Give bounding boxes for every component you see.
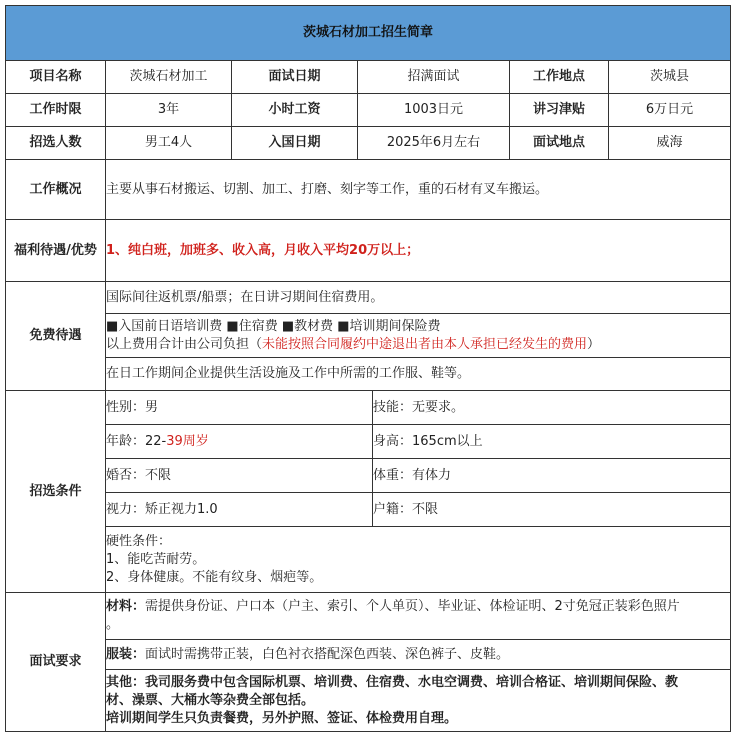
cond-skill: 技能：无要求。 bbox=[373, 391, 731, 425]
interview-materials-key: 材料： bbox=[106, 599, 146, 614]
interview-other-1: 其他：我司服务费中包含国际机票、培训费、住宿费、水电空调费、培训合格证、培训期间保险、教 bbox=[106, 674, 679, 690]
free-line-3 bbox=[106, 336, 730, 354]
free-cost-cell bbox=[106, 314, 731, 358]
label-benefits: 福利待遇/优势 bbox=[6, 220, 106, 282]
interview-other bbox=[106, 670, 731, 732]
interview-materials-tail: 。 bbox=[106, 617, 120, 632]
free-line-4: 在日工作期间企业提供生活设施及工作中所需的工作服、鞋等。 bbox=[106, 358, 731, 391]
cond-hard-requirements bbox=[106, 527, 731, 593]
interview-row-2 bbox=[6, 640, 731, 670]
work-overview-text: 主要从事石材搬运、切割、加工、打磨、刻字等工作，重的石材有叉车搬运。 bbox=[106, 160, 731, 220]
cond-row-3 bbox=[6, 459, 731, 493]
value-interview-date: 招满面试 bbox=[358, 61, 510, 94]
value-interview-location: 威海 bbox=[609, 127, 731, 160]
benefits-row bbox=[6, 220, 731, 282]
label-conditions: 招选条件 bbox=[6, 391, 106, 593]
cond-row-4 bbox=[6, 493, 731, 527]
interview-clothing-text: 面试时需携带正装，白色衬衣搭配深色西装、深色裤子、皮鞋。 bbox=[145, 646, 510, 662]
brochure-table bbox=[5, 5, 731, 732]
label-interview-location: 面试地点 bbox=[510, 127, 609, 160]
interview-clothing bbox=[106, 640, 731, 670]
label-project-name: 项目名称 bbox=[6, 61, 106, 94]
value-work-term: 3年 bbox=[106, 94, 232, 127]
value-project-name: 茨城石材加工 bbox=[106, 61, 232, 94]
free-row-2 bbox=[6, 314, 731, 358]
free-line-2: ■入国前日语培训费 ■住宿费 ■教材费 ■培训期间保险费 bbox=[106, 318, 441, 334]
cond-row-2 bbox=[6, 425, 731, 459]
free-row-1 bbox=[6, 282, 731, 314]
free-line-3-suffix: ） bbox=[587, 336, 601, 352]
info-row-2 bbox=[6, 94, 731, 127]
cond-weight: 体重：有体力 bbox=[373, 459, 731, 493]
cond-hard-2: 2、身体健康。不能有纹身、烟疤等。 bbox=[106, 569, 323, 585]
interview-other-3: 培训期间学生只负责餐费，另外护照、签证、体检费用自理。 bbox=[106, 710, 458, 726]
label-interview-date: 面试日期 bbox=[232, 61, 358, 94]
benefits-text: 1、纯白班，加班多、收入高，月收入平均20万以上； bbox=[106, 220, 731, 282]
value-training-allowance: 6万日元 bbox=[609, 94, 731, 127]
title-row bbox=[6, 6, 731, 61]
interview-row-3 bbox=[6, 670, 731, 732]
page-title: 茨城石材加工招生简章 bbox=[6, 6, 731, 61]
value-entry-date: 2025年6月左右 bbox=[358, 127, 510, 160]
free-line-3-prefix: 以上费用合计由公司负担（ bbox=[106, 336, 263, 352]
value-recruit-count: 男工4人 bbox=[106, 127, 232, 160]
label-recruit-count: 招选人数 bbox=[6, 127, 106, 160]
cond-row-5 bbox=[6, 527, 731, 593]
cond-hukou: 户籍：不限 bbox=[373, 493, 731, 527]
free-line-1: 国际间往返机票/船票；在日讲习期间住宿费用。 bbox=[106, 282, 731, 314]
info-row-1 bbox=[6, 61, 731, 94]
cond-age bbox=[106, 425, 373, 459]
interview-clothing-key: 服装： bbox=[106, 646, 146, 662]
cond-age-limit: 39周岁 bbox=[166, 433, 209, 449]
label-hourly-wage: 小时工资 bbox=[232, 94, 358, 127]
info-row-3 bbox=[6, 127, 731, 160]
cond-marriage: 婚否：不限 bbox=[106, 459, 373, 493]
interview-materials-text: 需提供身份证、户口本（户主、索引、个人单页）、毕业证、体检证明、2寸免冠正装彩色照片 bbox=[145, 599, 680, 614]
cond-row-1 bbox=[6, 391, 731, 425]
cond-hard-title: 硬性条件： bbox=[106, 533, 172, 549]
interview-materials-line bbox=[106, 598, 730, 616]
label-free-benefits: 免费待遇 bbox=[6, 282, 106, 391]
label-training-allowance: 讲习津贴 bbox=[510, 94, 609, 127]
value-hourly-wage: 1003日元 bbox=[358, 94, 510, 127]
free-line-3-warning: 未能按照合同履约中途退出者由本人承担已经发生的费用 bbox=[262, 336, 588, 352]
cond-height: 身高：165cm以上 bbox=[373, 425, 731, 459]
label-interview-requirements: 面试要求 bbox=[6, 593, 106, 732]
interview-other-2: 材、澡票、大桶水等杂费全部包括。 bbox=[106, 692, 315, 708]
cond-age-prefix: 年龄：22- bbox=[106, 433, 167, 449]
overview-row bbox=[6, 160, 731, 220]
cond-hard-1: 1、能吃苦耐劳。 bbox=[106, 551, 206, 567]
label-work-overview: 工作概况 bbox=[6, 160, 106, 220]
interview-materials bbox=[106, 593, 731, 640]
interview-row-1 bbox=[6, 593, 731, 640]
value-work-location: 茨城县 bbox=[609, 61, 731, 94]
cond-gender: 性别：男 bbox=[106, 391, 373, 425]
label-work-location: 工作地点 bbox=[510, 61, 609, 94]
label-work-term: 工作时限 bbox=[6, 94, 106, 127]
label-entry-date: 入国日期 bbox=[232, 127, 358, 160]
free-row-3 bbox=[6, 358, 731, 391]
cond-vision: 视力：矫正视力1.0 bbox=[106, 493, 373, 527]
